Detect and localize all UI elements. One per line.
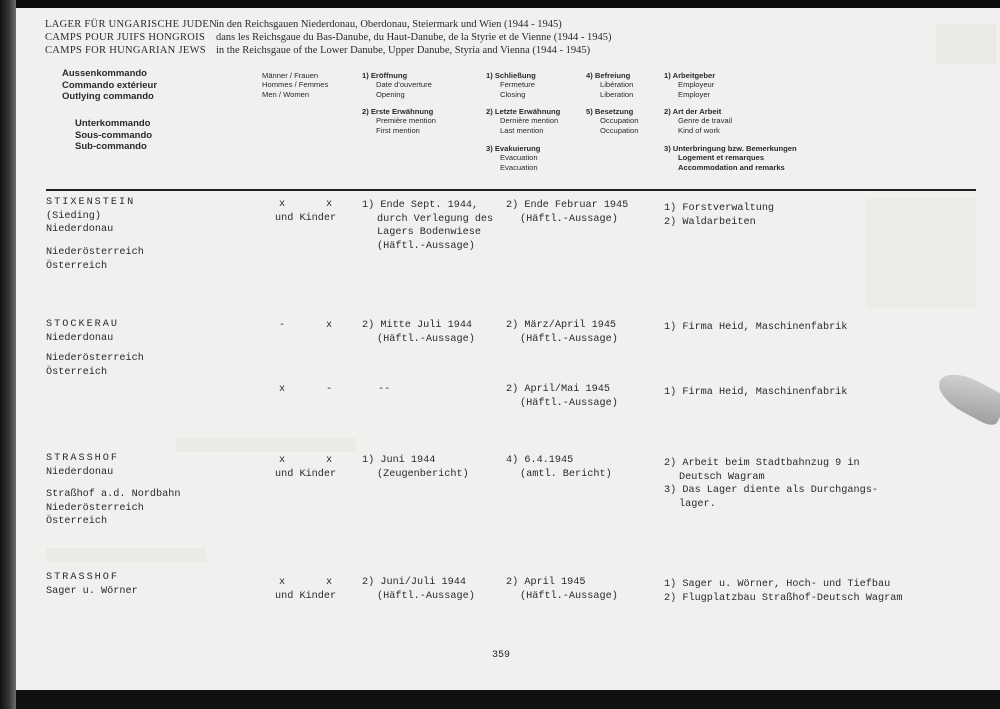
closing-line: 2) März/April 1945 (506, 320, 617, 331)
entry-strasshof-name (46, 452, 119, 479)
entry-work (664, 457, 878, 511)
entry-strasshof-region (46, 488, 181, 529)
legend-line: 3) Unterbringung bzw. Bemerkungen (664, 144, 797, 153)
camp-name: STIXENSTEIN (46, 197, 136, 208)
region-line: Österreich (46, 366, 108, 378)
legend-first-mention (362, 107, 436, 135)
men-mark: x (279, 384, 286, 395)
closing-line: (Häftl.-Aussage) (520, 397, 618, 409)
work-line: 2) Arbeit beim Stadtbahnzug 9 in (664, 458, 860, 469)
legend-line: Fermeture (500, 80, 536, 90)
opening-dash: -- (378, 384, 391, 395)
entry-closing (506, 319, 618, 346)
legend-line: Liberation (600, 89, 634, 99)
book-spine (0, 0, 16, 709)
bleed-through (866, 198, 976, 308)
work-line: 2) Waldarbeiten (664, 216, 756, 228)
men-mark: - (279, 320, 286, 331)
legend-line: Closing (500, 89, 526, 99)
legend-line: 5) Besetzung (586, 107, 634, 116)
region-line-de: in den Reichsgauen Niederdonau, Oberdonau, Steiermark und Wien (1944 - 1945) (216, 19, 562, 30)
closing-line: 2) April 1945 (506, 577, 586, 588)
entry-opening (362, 576, 475, 603)
legend-line: Employeur (678, 80, 715, 90)
legend-unterkommando (75, 118, 152, 153)
bleed-through (176, 438, 356, 452)
children-note: und Kinder (275, 591, 337, 602)
women-mark: x (326, 577, 333, 588)
title-line-en: CAMPS FOR HUNGARIAN JEWS (45, 45, 206, 56)
entry-work: 1) Firma Heid, Maschinenfabrik (664, 322, 848, 333)
legend-accommodation (664, 144, 797, 172)
legend-last-mention (486, 107, 560, 135)
legend-line: Sous-commando (75, 129, 153, 141)
closing-line: (Häftl.-Aussage) (520, 590, 618, 602)
entry-closing (506, 383, 618, 410)
entry-closing (506, 454, 612, 481)
bleed-through (936, 24, 996, 64)
bottom-edge (16, 690, 1000, 709)
legend-line: Dernière mention (500, 116, 559, 126)
legend-line: 2) Letzte Erwähnung (486, 107, 561, 116)
legend-line: Commando extérieur (62, 79, 158, 91)
work-line: 1) Forstverwaltung (664, 203, 775, 214)
work-line: lager. (679, 498, 716, 510)
closing-line: (Häftl.-Aussage) (520, 213, 618, 225)
legend-line: Occupation (600, 116, 639, 126)
region-line: Straßhof a.d. Nordbahn (46, 489, 181, 500)
legend-kind-of-work (664, 107, 732, 135)
page-number: 359 (492, 650, 511, 661)
legend-closing (486, 71, 536, 99)
title-line-de: LAGER FÜR UNGARISCHE JUDEN (45, 19, 218, 30)
title-block (45, 18, 217, 57)
page-clip-tab (932, 366, 1000, 429)
entry-closing (506, 199, 628, 226)
top-edge (16, 0, 1000, 8)
legend-line: Men / Women (262, 89, 310, 99)
opening-line: 1) Juni 1944 (362, 455, 436, 466)
work-line: 1) Sager u. Wörner, Hoch- und Tiefbau (664, 579, 891, 590)
women-mark: x (326, 455, 333, 466)
legend-line: First mention (376, 125, 420, 135)
legend-line: Männer / Frauen (262, 71, 319, 80)
region-line-en: in the Reichsgaue of the Lower Danube, Upper Danube, Styria and Vienna (1944 - 1945) (216, 45, 591, 56)
legend-line: 2) Erste Erwähnung (362, 107, 434, 116)
camp-subname: (Sieding) (46, 210, 102, 222)
legend-line: Opening (376, 89, 405, 99)
opening-line: 1) Ende Sept. 1944, (362, 200, 479, 211)
camp-district: Niederdonau (46, 466, 114, 478)
opening-line: 2) Mitte Juli 1944 (362, 320, 473, 331)
camp-district: Niederdonau (46, 332, 114, 344)
title-line-fr: CAMPS POUR JUIFS HONGROIS (45, 32, 206, 43)
legend-employer (664, 71, 715, 99)
header-divider (46, 189, 976, 191)
entry-stixenstein-region (46, 246, 144, 273)
legend-line: Evacuation (500, 162, 538, 172)
legend-occupation (586, 107, 638, 135)
legend-line: 1) Schließung (486, 71, 536, 80)
legend-line: Libération (600, 80, 634, 90)
closing-line: (Häftl.-Aussage) (520, 333, 618, 345)
entry-opening (362, 454, 469, 481)
opening-line: (Häftl.-Aussage) (377, 590, 475, 602)
opening-line: (Zeugenbericht) (377, 468, 469, 480)
bleed-through (46, 548, 206, 562)
legend-opening (362, 71, 432, 99)
camp-name: STRASSHOF (46, 572, 120, 583)
opening-line: 2) Juni/Juli 1944 (362, 577, 466, 588)
entry-stixenstein-name (46, 196, 135, 237)
legend-evacuation (486, 144, 540, 172)
legend-line: Logement et remarques (678, 153, 765, 163)
work-line: 2) Flugplatzbau Straßhof-Deutsch Wagram (664, 592, 903, 604)
legend-liberation (586, 71, 633, 99)
opening-line: (Häftl.-Aussage) (377, 240, 475, 252)
legend-line: 3) Evakuierung (486, 144, 541, 153)
closing-line: (amtl. Bericht) (520, 468, 612, 480)
children-note: und Kinder (275, 469, 337, 480)
men-mark: x (279, 455, 286, 466)
camp-name: STRASSHOF (46, 453, 120, 464)
entry-opening (362, 199, 493, 253)
legend-gender (262, 71, 328, 99)
legend-line: 4) Befreiung (586, 71, 631, 80)
legend-line: Aussenkommando (62, 68, 147, 79)
camp-subname: Sager u. Wörner (46, 585, 138, 597)
legend-line: Date d'ouverture (376, 80, 432, 90)
women-mark: x (326, 199, 333, 210)
entry-work (664, 202, 774, 229)
entry-stockerau-name (46, 318, 119, 345)
legend-aussenkommando (62, 68, 157, 103)
legend-line: Hommes / Femmes (262, 80, 329, 90)
legend-line: Accommodation and remarks (678, 162, 785, 172)
region-line: Österreich (46, 260, 108, 272)
entry-work: 1) Firma Heid, Maschinenfabrik (664, 387, 848, 398)
women-mark: - (326, 384, 333, 395)
men-mark: x (279, 199, 286, 210)
legend-line: Evacuation (500, 153, 538, 163)
legend-line: 1) Eröffnung (362, 71, 408, 80)
opening-line: (Häftl.-Aussage) (377, 333, 475, 345)
children-note: und Kinder (275, 213, 337, 224)
closing-line: 2) April/Mai 1945 (506, 384, 610, 395)
entry-closing (506, 576, 618, 603)
legend-line: Sub-commando (75, 141, 147, 152)
legend-line: Unterkommando (75, 118, 151, 129)
book-page (16, 8, 1000, 698)
closing-line: 4) 6.4.1945 (506, 455, 574, 466)
legend-line: 1) Arbeitgeber (664, 71, 716, 80)
opening-line: durch Verlegung des (377, 213, 494, 225)
region-line: Niederösterreich (46, 502, 144, 514)
region-block (216, 18, 611, 57)
opening-line: Lagers Bodenwiese (377, 227, 481, 238)
camp-name: STOCKERAU (46, 319, 120, 330)
legend-line: Occupation (600, 125, 639, 135)
entry-stockerau-region (46, 352, 144, 379)
work-line: Deutsch Wagram (679, 471, 765, 483)
region-line: Österreich (46, 516, 108, 527)
legend-line: Employer (678, 89, 711, 99)
legend-line: Première mention (376, 116, 436, 126)
men-mark: x (279, 577, 286, 588)
closing-line: 2) Ende Februar 1945 (506, 200, 629, 211)
work-line: 3) Das Lager diente als Durchgangs- (664, 485, 878, 496)
entry-opening (362, 319, 475, 346)
region-line: Niederösterreich (46, 353, 144, 364)
legend-line: 2) Art der Arbeit (664, 107, 722, 116)
legend-line: Outlying commando (62, 91, 154, 102)
entry-work (664, 578, 902, 605)
legend-line: Last mention (500, 125, 544, 135)
legend-line: Genre de travail (678, 116, 733, 126)
camp-district: Niederdonau (46, 224, 114, 235)
region-line-fr: dans les Reichsgaue du Bas-Danube, du Haut-Danube, de la Styrie et de Vienne (1944 - 1945) (216, 32, 612, 43)
region-line: Niederösterreich (46, 247, 144, 258)
legend-line: Kind of work (678, 125, 720, 135)
entry-strasshof-sager-name (46, 571, 138, 598)
women-mark: x (326, 320, 333, 331)
